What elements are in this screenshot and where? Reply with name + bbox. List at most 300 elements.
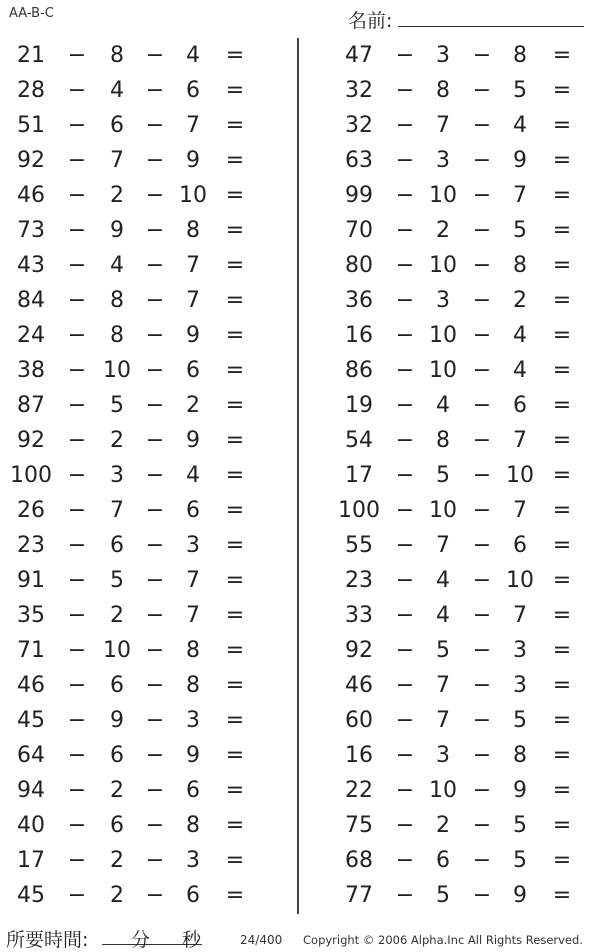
minus-sign: − xyxy=(145,43,165,68)
minus-sign: − xyxy=(395,813,415,838)
minuend: 91 xyxy=(17,568,45,593)
subtrahend-1: 6 xyxy=(110,743,124,768)
minus-sign: − xyxy=(145,183,165,208)
equals-sign: = xyxy=(552,813,572,838)
subtrahend-1: 10 xyxy=(429,778,457,803)
minus-sign: − xyxy=(67,673,87,698)
subtrahend-1: 8 xyxy=(110,288,124,313)
minus-sign: − xyxy=(395,218,415,243)
equals-sign: = xyxy=(552,848,572,873)
subtrahend-1: 4 xyxy=(110,78,124,103)
minus-sign: − xyxy=(145,603,165,628)
subtrahend-2: 6 xyxy=(186,883,200,908)
equals-sign: = xyxy=(225,813,245,838)
minus-sign: − xyxy=(472,813,492,838)
minus-sign: − xyxy=(67,638,87,663)
minus-sign: − xyxy=(472,148,492,173)
subtrahend-2: 6 xyxy=(513,393,527,418)
subtrahend-2: 9 xyxy=(186,148,200,173)
left-problem-row xyxy=(0,878,296,913)
equals-sign: = xyxy=(225,638,245,663)
left-problem-row xyxy=(0,388,296,423)
worksheet-code: AA-B-C xyxy=(9,6,54,21)
minus-sign: − xyxy=(67,288,87,313)
minus-sign: − xyxy=(395,603,415,628)
minuend: 64 xyxy=(17,743,45,768)
equals-sign: = xyxy=(225,568,245,593)
right-problem-row xyxy=(300,213,600,248)
left-problem-row xyxy=(0,773,296,808)
right-problem-row xyxy=(300,493,600,528)
minus-sign: − xyxy=(472,358,492,383)
minuend: 100 xyxy=(10,463,52,488)
minuend: 19 xyxy=(345,393,373,418)
equals-sign: = xyxy=(552,148,572,173)
minuend: 32 xyxy=(345,113,373,138)
minuend: 55 xyxy=(345,533,373,558)
right-problem-row xyxy=(300,248,600,283)
left-problem-row xyxy=(0,353,296,388)
subtrahend-1: 3 xyxy=(436,288,450,313)
right-problem-row xyxy=(300,528,600,563)
subtrahend-1: 6 xyxy=(436,848,450,873)
subtrahend-2: 7 xyxy=(186,288,200,313)
minuend: 22 xyxy=(345,778,373,803)
minus-sign: − xyxy=(67,113,87,138)
equals-sign: = xyxy=(552,673,572,698)
right-problem-row xyxy=(300,843,600,878)
minus-sign: − xyxy=(67,603,87,628)
minus-sign: − xyxy=(472,498,492,523)
minus-sign: − xyxy=(472,883,492,908)
minuend: 23 xyxy=(17,533,45,558)
minus-sign: − xyxy=(145,673,165,698)
right-problem-row xyxy=(300,703,600,738)
right-problem-row xyxy=(300,633,600,668)
minuend: 68 xyxy=(345,848,373,873)
minus-sign: − xyxy=(145,428,165,453)
subtrahend-1: 3 xyxy=(436,43,450,68)
equals-sign: = xyxy=(225,113,245,138)
minus-sign: − xyxy=(67,463,87,488)
subtrahend-1: 10 xyxy=(429,358,457,383)
subtrahend-2: 8 xyxy=(513,743,527,768)
subtrahend-2: 4 xyxy=(186,463,200,488)
subtrahend-2: 6 xyxy=(513,533,527,558)
subtrahend-1: 4 xyxy=(110,253,124,278)
right-problem-row xyxy=(300,318,600,353)
minus-sign: − xyxy=(395,253,415,278)
minus-sign: − xyxy=(472,638,492,663)
minuend: 92 xyxy=(345,638,373,663)
subtrahend-1: 2 xyxy=(436,218,450,243)
right-problem-row xyxy=(300,458,600,493)
minuend: 23 xyxy=(345,568,373,593)
right-problem-row xyxy=(300,598,600,633)
minus-sign: − xyxy=(67,778,87,803)
minus-sign: − xyxy=(145,358,165,383)
left-problem-row xyxy=(0,668,296,703)
subtrahend-2: 5 xyxy=(513,78,527,103)
minus-sign: − xyxy=(145,393,165,418)
minus-sign: − xyxy=(472,603,492,628)
minus-sign: − xyxy=(67,148,87,173)
minus-sign: − xyxy=(395,288,415,313)
minuend: 46 xyxy=(17,183,45,208)
subtrahend-2: 9 xyxy=(513,883,527,908)
subtrahend-1: 9 xyxy=(110,218,124,243)
minuend: 43 xyxy=(17,253,45,278)
left-problem-row xyxy=(0,528,296,563)
minus-sign: − xyxy=(145,148,165,173)
subtrahend-1: 6 xyxy=(110,533,124,558)
minus-sign: − xyxy=(67,883,87,908)
minus-sign: − xyxy=(395,883,415,908)
subtrahend-1: 3 xyxy=(436,148,450,173)
equals-sign: = xyxy=(225,43,245,68)
subtrahend-1: 2 xyxy=(110,428,124,453)
left-problem-row xyxy=(0,423,296,458)
left-problem-row xyxy=(0,493,296,528)
minus-sign: − xyxy=(145,848,165,873)
equals-sign: = xyxy=(225,498,245,523)
subtrahend-2: 7 xyxy=(186,603,200,628)
minus-sign: − xyxy=(67,218,87,243)
subtrahend-2: 7 xyxy=(513,428,527,453)
minuend: 33 xyxy=(345,603,373,628)
minus-sign: − xyxy=(145,288,165,313)
minus-sign: − xyxy=(395,673,415,698)
minuend: 51 xyxy=(17,113,45,138)
subtrahend-1: 2 xyxy=(110,603,124,628)
equals-sign: = xyxy=(225,148,245,173)
minuend: 17 xyxy=(345,463,373,488)
right-problem-row xyxy=(300,423,600,458)
right-problem-row xyxy=(300,563,600,598)
minus-sign: − xyxy=(395,183,415,208)
equals-sign: = xyxy=(225,778,245,803)
minus-sign: − xyxy=(472,253,492,278)
minus-sign: − xyxy=(472,778,492,803)
minuend: 38 xyxy=(17,358,45,383)
minus-sign: − xyxy=(67,253,87,278)
subtrahend-2: 7 xyxy=(513,183,527,208)
minus-sign: − xyxy=(67,393,87,418)
left-problem-row xyxy=(0,703,296,738)
minuend: 40 xyxy=(17,813,45,838)
minus-sign: − xyxy=(395,358,415,383)
subtrahend-2: 8 xyxy=(513,253,527,278)
right-problem-row xyxy=(300,283,600,318)
left-problem-row xyxy=(0,808,296,843)
equals-sign: = xyxy=(225,603,245,628)
subtrahend-2: 8 xyxy=(513,43,527,68)
minuend: 92 xyxy=(17,428,45,453)
left-problem-row xyxy=(0,248,296,283)
equals-sign: = xyxy=(552,603,572,628)
subtrahend-1: 7 xyxy=(436,708,450,733)
subtrahend-1: 2 xyxy=(110,183,124,208)
minuend: 16 xyxy=(345,743,373,768)
minuend: 94 xyxy=(17,778,45,803)
seconds-unit: 秒 xyxy=(182,929,202,951)
subtrahend-2: 4 xyxy=(513,358,527,383)
subtrahend-1: 6 xyxy=(110,673,124,698)
minus-sign: − xyxy=(472,393,492,418)
subtrahend-2: 7 xyxy=(186,253,200,278)
minus-sign: − xyxy=(395,113,415,138)
minuend: 54 xyxy=(345,428,373,453)
subtrahend-2: 5 xyxy=(513,813,527,838)
left-problem-row xyxy=(0,598,296,633)
minus-sign: − xyxy=(67,533,87,558)
subtrahend-1: 6 xyxy=(110,813,124,838)
equals-sign: = xyxy=(225,218,245,243)
subtrahend-2: 3 xyxy=(513,638,527,663)
right-problem-row xyxy=(300,773,600,808)
minus-sign: − xyxy=(472,183,492,208)
minuend: 70 xyxy=(345,218,373,243)
equals-sign: = xyxy=(225,183,245,208)
minus-sign: − xyxy=(472,708,492,733)
subtrahend-1: 2 xyxy=(110,883,124,908)
minus-sign: − xyxy=(395,743,415,768)
subtrahend-1: 3 xyxy=(436,743,450,768)
minus-sign: − xyxy=(145,638,165,663)
equals-sign: = xyxy=(552,533,572,558)
equals-sign: = xyxy=(552,218,572,243)
subtrahend-1: 5 xyxy=(110,568,124,593)
minus-sign: − xyxy=(67,78,87,103)
minuend: 100 xyxy=(338,498,380,523)
right-problem-row xyxy=(300,178,600,213)
equals-sign: = xyxy=(225,708,245,733)
minus-sign: − xyxy=(67,708,87,733)
equals-sign: = xyxy=(225,393,245,418)
subtrahend-1: 9 xyxy=(110,708,124,733)
minus-sign: − xyxy=(145,708,165,733)
subtrahend-1: 5 xyxy=(110,393,124,418)
equals-sign: = xyxy=(552,743,572,768)
equals-sign: = xyxy=(225,533,245,558)
subtrahend-1: 7 xyxy=(436,673,450,698)
equals-sign: = xyxy=(225,743,245,768)
equals-sign: = xyxy=(552,113,572,138)
subtrahend-1: 7 xyxy=(436,113,450,138)
minus-sign: − xyxy=(472,463,492,488)
subtrahend-2: 5 xyxy=(513,218,527,243)
minus-sign: − xyxy=(395,708,415,733)
subtrahend-2: 2 xyxy=(513,288,527,313)
name-underline xyxy=(398,26,584,27)
subtrahend-2: 10 xyxy=(506,463,534,488)
subtrahend-2: 6 xyxy=(186,358,200,383)
minus-sign: − xyxy=(67,323,87,348)
left-problem-row xyxy=(0,458,296,493)
equals-sign: = xyxy=(225,288,245,313)
minuend: 87 xyxy=(17,393,45,418)
equals-sign: = xyxy=(552,183,572,208)
subtrahend-2: 2 xyxy=(186,393,200,418)
minuend: 35 xyxy=(17,603,45,628)
minus-sign: − xyxy=(472,323,492,348)
subtrahend-1: 2 xyxy=(110,848,124,873)
minus-sign: − xyxy=(145,533,165,558)
subtrahend-2: 5 xyxy=(513,848,527,873)
minus-sign: − xyxy=(395,568,415,593)
minus-sign: − xyxy=(395,43,415,68)
left-problem-row xyxy=(0,178,296,213)
subtrahend-1: 8 xyxy=(110,43,124,68)
minuend: 46 xyxy=(17,673,45,698)
subtrahend-1: 2 xyxy=(436,813,450,838)
column-divider xyxy=(297,38,299,914)
minuend: 16 xyxy=(345,323,373,348)
minus-sign: − xyxy=(395,428,415,453)
subtrahend-2: 6 xyxy=(186,78,200,103)
equals-sign: = xyxy=(552,358,572,383)
right-problem-row xyxy=(300,808,600,843)
left-problem-row xyxy=(0,633,296,668)
subtrahend-1: 4 xyxy=(436,603,450,628)
right-problem-row xyxy=(300,143,600,178)
subtrahend-2: 4 xyxy=(186,43,200,68)
minus-sign: − xyxy=(395,498,415,523)
left-problem-row xyxy=(0,318,296,353)
left-problem-row xyxy=(0,108,296,143)
subtrahend-2: 7 xyxy=(186,113,200,138)
subtrahend-1: 4 xyxy=(436,568,450,593)
equals-sign: = xyxy=(552,288,572,313)
minus-sign: − xyxy=(145,323,165,348)
minuend: 46 xyxy=(345,673,373,698)
subtrahend-1: 10 xyxy=(103,358,131,383)
equals-sign: = xyxy=(552,778,572,803)
copyright-notice: Copyright © 2006 Alpha.Inc All Rights Reserved. xyxy=(303,933,583,947)
subtrahend-2: 7 xyxy=(186,568,200,593)
minus-sign: − xyxy=(472,113,492,138)
equals-sign: = xyxy=(552,883,572,908)
minuend: 77 xyxy=(345,883,373,908)
minus-sign: − xyxy=(395,323,415,348)
equals-sign: = xyxy=(552,498,572,523)
subtrahend-2: 10 xyxy=(506,568,534,593)
subtrahend-1: 8 xyxy=(436,428,450,453)
minuend: 45 xyxy=(17,883,45,908)
left-problem-row xyxy=(0,738,296,773)
minus-sign: − xyxy=(472,78,492,103)
subtrahend-2: 9 xyxy=(186,323,200,348)
minuend: 92 xyxy=(17,148,45,173)
subtrahend-2: 8 xyxy=(186,638,200,663)
subtrahend-1: 10 xyxy=(429,323,457,348)
minuend: 26 xyxy=(17,498,45,523)
subtrahend-1: 10 xyxy=(429,498,457,523)
right-problem-row xyxy=(300,738,600,773)
subtrahend-2: 3 xyxy=(186,533,200,558)
minuend: 45 xyxy=(17,708,45,733)
subtrahend-2: 9 xyxy=(186,743,200,768)
minuend: 24 xyxy=(17,323,45,348)
time-taken-label: 所要時間: xyxy=(6,929,89,951)
minus-sign: − xyxy=(145,113,165,138)
subtrahend-2: 7 xyxy=(513,498,527,523)
subtrahend-1: 8 xyxy=(110,323,124,348)
minuend: 63 xyxy=(345,148,373,173)
subtrahend-2: 8 xyxy=(186,218,200,243)
equals-sign: = xyxy=(552,253,572,278)
minus-sign: − xyxy=(145,743,165,768)
subtrahend-1: 5 xyxy=(436,883,450,908)
minuend: 60 xyxy=(345,708,373,733)
left-problem-row xyxy=(0,38,296,73)
minuend: 73 xyxy=(17,218,45,243)
right-problem-row xyxy=(300,108,600,143)
minuend: 17 xyxy=(17,848,45,873)
subtrahend-2: 9 xyxy=(513,778,527,803)
minus-sign: − xyxy=(395,393,415,418)
equals-sign: = xyxy=(225,428,245,453)
minus-sign: − xyxy=(67,743,87,768)
equals-sign: = xyxy=(552,393,572,418)
minus-sign: − xyxy=(472,43,492,68)
left-problem-row xyxy=(0,143,296,178)
subtrahend-2: 10 xyxy=(179,183,207,208)
minus-sign: − xyxy=(67,428,87,453)
equals-sign: = xyxy=(225,848,245,873)
equals-sign: = xyxy=(552,708,572,733)
equals-sign: = xyxy=(552,568,572,593)
equals-sign: = xyxy=(225,253,245,278)
right-problem-row xyxy=(300,668,600,703)
subtrahend-2: 7 xyxy=(513,603,527,628)
subtrahend-1: 10 xyxy=(429,183,457,208)
minus-sign: − xyxy=(145,883,165,908)
minus-sign: − xyxy=(395,533,415,558)
equals-sign: = xyxy=(225,673,245,698)
equals-sign: = xyxy=(552,43,572,68)
minuend: 36 xyxy=(345,288,373,313)
minus-sign: − xyxy=(472,568,492,593)
minus-sign: − xyxy=(145,498,165,523)
minus-sign: − xyxy=(395,638,415,663)
subtrahend-1: 7 xyxy=(110,148,124,173)
left-problem-row xyxy=(0,283,296,318)
minus-sign: − xyxy=(395,848,415,873)
right-problem-row xyxy=(300,878,600,913)
subtrahend-2: 6 xyxy=(186,498,200,523)
minus-sign: − xyxy=(472,533,492,558)
subtrahend-2: 3 xyxy=(513,673,527,698)
minuend: 32 xyxy=(345,78,373,103)
equals-sign: = xyxy=(552,78,572,103)
subtrahend-1: 7 xyxy=(110,498,124,523)
left-problem-row xyxy=(0,213,296,248)
equals-sign: = xyxy=(552,323,572,348)
subtrahend-1: 4 xyxy=(436,393,450,418)
subtrahend-1: 7 xyxy=(436,533,450,558)
subtrahend-1: 10 xyxy=(103,638,131,663)
minutes-unit: 分 xyxy=(131,929,151,951)
left-problem-row xyxy=(0,73,296,108)
minus-sign: − xyxy=(67,848,87,873)
minus-sign: − xyxy=(67,358,87,383)
minus-sign: − xyxy=(472,288,492,313)
minuend: 71 xyxy=(17,638,45,663)
minus-sign: − xyxy=(67,813,87,838)
equals-sign: = xyxy=(552,428,572,453)
subtrahend-2: 9 xyxy=(513,148,527,173)
